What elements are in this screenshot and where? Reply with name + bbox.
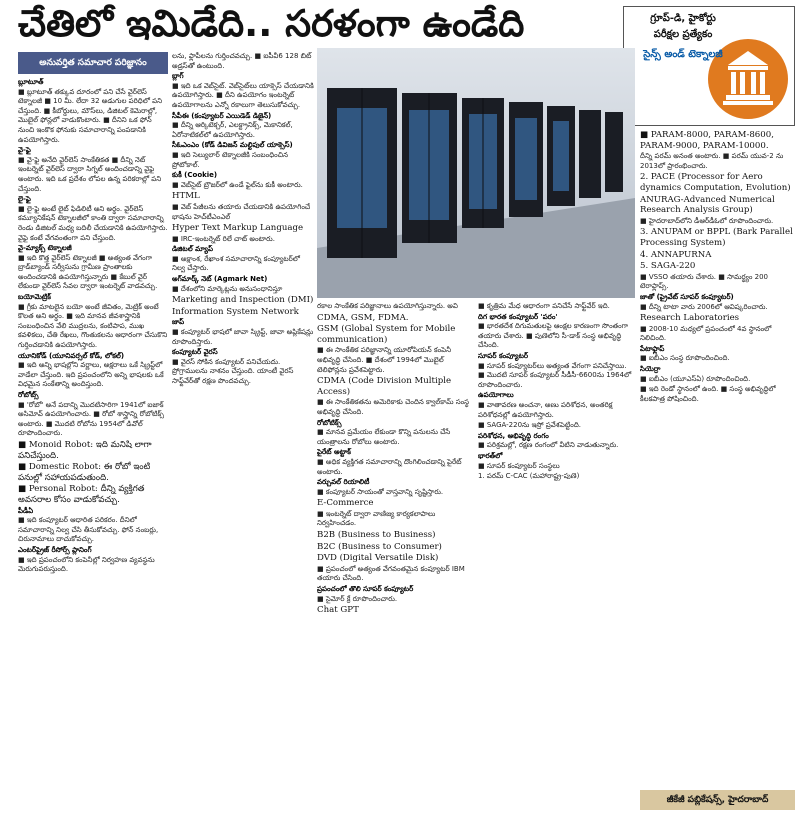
body-text: ■ ఇది సెల్యులార్‌ టెక్నాలజీకి సంబంధించిన ప్రోటోకాల్‌. <box>172 150 288 169</box>
english-term: B2B (Business to Business) <box>317 530 436 541</box>
paragraph <box>640 325 795 344</box>
paragraph <box>478 452 633 471</box>
paragraph <box>172 307 314 318</box>
paragraph <box>640 130 795 151</box>
paragraph <box>317 302 473 312</box>
body-text: ■ లై-ఫై అంటే లైట్‌ ఫిడిలిటీ అని అర్థం. వైర్‌లెస్‌ కమ్యూనికేషన్‌ టెక్నాలజీలో కాంతి ద్వారా సమాచారాన్ని రెండు డిజిటల్‌ మధ్య బదిలీ చేయడానికి ఉపయోగిస్తారు. వైఫై కంటే వేగవంతంగా పని చేస్తుంది. <box>18 204 168 242</box>
body-text: ■ గ్రీకు మాటలైన బయో అంటే జీవితం, మెట్రిక్‌ అంటే కొలత అని అర్థం. ■ ఇది మానవ జీవశాస్త్రానికి సంబంధించిన వేలి ముద్రలను, కంటిపాప, ముఖ కవళికలు, చేతి రేఖలు, గొంతుకలను ఆధారంగా చేసుకొని గుర్తించడానికి ఉపయోగిస్తారు. <box>18 302 168 350</box>
body-text: ■ సైమోర్‌ క్రే రూపొందించారు. <box>317 594 398 603</box>
body-text: ■ 'రోబో' అనే పదాన్ని మొదటిసారిగా 1941లో ఐజాక్‌ అసిమోవ్‌ ఉపయోగించారు. ■ రోబో శాస్త్రాన్ని రోబోటిక్స్‌ అంటారు. ■ మొదటి రోబోను 1954లో డివోల్‌ రూపొందించారు. <box>18 400 164 438</box>
subheading: పీడీఏ <box>18 506 34 515</box>
body-text: ■ కంప్యూటర్‌ సాయంతో వాస్తవాన్ని సృష్టిస్తారు. <box>317 487 444 496</box>
body-text: ■ దీన్ని టాటా వారు 2006లో ఆవిష్కరించారు. <box>640 302 768 311</box>
paragraph <box>172 235 314 245</box>
subheading: అగ్‌మార్క్‌ నెట్‌ (Agmark Net) <box>172 275 268 284</box>
subheading: ఎంటర్‌ప్రైజ్‌ రీసోర్స్‌ ప్లానింగ్‌ <box>18 545 92 554</box>
paragraph <box>172 245 314 274</box>
paragraph <box>640 273 795 292</box>
body-text: ■ IRC-ఇంటర్నెట్‌ రిలే చాట్‌ అంటారు. <box>172 234 275 243</box>
paragraph <box>317 498 473 509</box>
paragraph <box>478 302 633 312</box>
paragraph <box>172 191 314 202</box>
paragraph <box>317 510 473 529</box>
subheading: పరిశోధన, అభివృద్ధి రంగం <box>478 431 549 440</box>
body-text: ■ ప్రపంచంలో అత్యంత వేగవంతమైన కంప్యూటర్‌ IBM తయారు చేసింది. <box>317 564 465 583</box>
body-text: ■ వై-ఫై అనేది వైర్‌లెస్‌ సాంకేతికత ■ దీన్ని నెట్‌ ఇంటర్నెట్‌ వైర్‌లెస్‌ ద్వారా సిగ్నల్‌ అందించడాన్ని వైఫై అంటారు. ఇది ఒక ప్రదేశం లోపల ఉన్న పరికరాల్లో పని చేస్తుంది. <box>18 155 162 193</box>
paragraph <box>640 313 795 324</box>
english-term: 4. ANNAPURNA <box>640 249 712 260</box>
paragraph <box>317 553 473 564</box>
column-4 <box>478 302 633 808</box>
paragraph <box>478 421 633 431</box>
subheading: లై-ఫై <box>18 195 31 204</box>
paragraph <box>172 203 314 222</box>
body-text: ■ VSSO తయారు చేశారు. ■ సామర్థ్యం 200 టెరాఫ్లాప్స్‌. <box>640 272 768 291</box>
paragraph <box>640 293 795 312</box>
badge-line-3: సైన్స్‌ అండ్‌ టెక్నాలజీ <box>643 49 723 60</box>
subheading: బ్లూటూత్‌ <box>18 78 44 86</box>
paragraph <box>640 172 795 193</box>
body-text: ■ దీన్ని ఆర్కిటెక్చర్‌, ఎలక్ట్రానిక్స్‌, మెకానికల్‌, ఏరోనాటికల్‌లో ఉపయోగిస్తారు. <box>172 121 293 139</box>
body-text: ■ వైరస్‌ సోకిన కంప్యూటర్‌ పనిచేయదు. ప్రోగ్రాములను నాశనం చేస్తుంది. యాంటీ వైరస్‌ సాఫ్ట్‌వేర్‌తో రక్షణ పొందవచ్చు. <box>172 357 294 385</box>
column-2 <box>172 52 314 808</box>
paragraph <box>172 295 314 306</box>
paragraph <box>640 345 795 364</box>
paragraph <box>172 318 314 347</box>
body-text: ■ సూపర్‌ కంప్యూటర్‌ సంస్థలు <box>478 461 560 470</box>
paragraph <box>640 250 795 261</box>
paragraph <box>478 472 633 482</box>
body-text: ■ కృత్రిమ మేధ ఆధారంగా పనిచేసే సాఫ్ట్‌వేర్‌ ఇది. <box>478 302 610 310</box>
body-text: ■ వెబ్‌సైట్‌ బ్రౌజర్‌లో ఉండే ఫైల్‌ను కుకీ అంటారు. <box>172 180 303 189</box>
english-term: Marketing and Inspection (DMI) <box>172 295 314 306</box>
english-term: Information System Network <box>172 306 299 317</box>
paragraph <box>172 112 314 141</box>
paragraph <box>172 171 314 190</box>
paragraph <box>18 546 168 575</box>
paragraph <box>18 440 168 461</box>
body-text: ■ అక్షాంశ, రేఖాంశ సమాచారాన్ని కంప్యూటర్‌లో నిల్వ చేస్తారు. <box>172 254 301 273</box>
body-text: ■ సూపర్‌ కంప్యూటర్‌లు అత్యంత వేగంగా పనిచేస్తాయి. ■ మొదటి సూపర్‌ కంప్యూటర్‌ సీడీసీ-6600ను 1964లో రూపొందించారు. <box>478 361 632 389</box>
paragraph <box>640 152 795 171</box>
paragraph <box>317 398 473 417</box>
subheading: సీపీఈ (కంప్యూటర్‌ ఎయిడెడ్‌ డిజైన్‌) <box>172 111 272 120</box>
badge-line-1: గ్రూప్‌-డి, హైకోర్టు <box>650 13 716 24</box>
subheading: జాతో (ప్రైవేట్‌ సూపర్‌ కంప్యూటర్‌) <box>640 292 734 301</box>
english-term: 2. PACE (Processor for Aero dynamics Computation, Evolution) <box>640 172 791 193</box>
body-text: ■ అధిక వ్యక్తిగత సమాచారాన్ని దొంగిలించడాన్ని పైరేట్‌ అంటారు. <box>317 457 462 476</box>
body-text: దీన్ని పరమ్‌ అనంత అంటారు. ■ పరమ్‌ యువ-2 ను 2013లో ప్రారంభించారు. <box>640 152 784 170</box>
paragraph <box>317 313 473 324</box>
paragraph <box>478 313 633 351</box>
column-5 <box>640 130 795 785</box>
body-text: ■ మానవ ప్రమేయం లేకుండా కొన్ని పనులను చేసే యంత్రాలను రోబోలు అంటారు. <box>317 428 451 446</box>
english-term: HTML <box>172 191 200 202</box>
subheading: సియెర్రా <box>640 365 661 374</box>
subheading: రోబోటిక్స్‌ <box>317 418 342 427</box>
subheading: కంప్యూటర్‌ వైరస్‌ <box>172 348 218 357</box>
headline: చేతిలో ఇమిడేది.. సరళంగా ఉండేది <box>18 2 525 45</box>
subheading: డిజిటల్‌ మ్యాప్‌ <box>172 245 213 254</box>
body-text: ■ బ్లూటూత్‌ తక్కువ దూరంలో పని చేసే వైర్‌లెస్‌ టెక్నాలజీ ■ 10 మీ. లేదా 32 అడుగుల పరిధిలో పని చేస్తుంది. ■ కీబోర్డులు, మౌస్‌లు, డిజిటల్‌ కెమెరాల్లో, మొబైల్‌ ఫోన్లలో వాడుకొంటారు. ■ దీనిని ఒక ఫోన్‌ నుంచి ఇంకొక ఫోనుకు సమాచారాన్ని పంపడానికి ఉపయోగిస్తారు. <box>18 87 163 144</box>
paragraph <box>640 365 795 384</box>
subheading: బయోమెట్రిక్‌ <box>18 293 51 302</box>
paragraph <box>317 585 473 604</box>
english-term: Research Laboratories <box>640 313 740 324</box>
paragraph <box>640 385 795 404</box>
body-text: ■ 2008-10 మధ్యలో ప్రపంచంలో 4వ స్థానంలో నిలిచింది. <box>640 324 772 343</box>
body-text: ■ ఇది రెండో స్థానంలో ఉంది. ■ సంస్థ అభివృద్ధిలో కీలకపాత్ర పోషించింది. <box>640 385 776 403</box>
english-term: 5. SAGA-220 <box>640 261 696 272</box>
paragraph <box>172 141 314 170</box>
body-text: 1. పరమ్‌ C-CAC (మహారాష్ట్ర-పుణె) <box>478 472 580 481</box>
english-term: CDMA (Code Division Multiple Access) <box>317 376 452 397</box>
paragraph <box>18 484 168 505</box>
paragraph <box>317 324 473 345</box>
subheading: బ్లాగ్‌ <box>172 72 184 81</box>
subheading: భారత్‌లో <box>478 451 503 460</box>
english-term: ■ Personal Robot: దీన్ని వ్యక్తిగత అవసరాల కోసం వాడుకోవచ్చు. <box>18 484 145 505</box>
paragraph <box>640 227 795 248</box>
body-text: ■ SAGA-220ను ఇస్రో ప్రవేశపెట్టింది. <box>478 421 582 430</box>
subheading: సీఓఎంఎం (కోడ్‌ డివిజన్‌ మల్టిపుల్‌ యాక్సెస్‌) <box>172 141 293 150</box>
paragraph <box>18 195 168 243</box>
subheading: వై-మ్యాక్స్‌ టెక్నాలజీ <box>18 244 72 253</box>
body-text: ■ ఇది ఒక వెబ్‌సైట్‌. వెబ్‌సైట్‌లు యాక్సెస్‌ చేయడానికి ఉపయోగిస్తారు. ■ దీని ఉపయోగం ఇంటర్నెట్‌ ఉపయోగాలను ఎన్నో రకాలుగా తెలుసుకోవచ్చు. <box>172 81 314 109</box>
paragraph <box>317 376 473 397</box>
body-text: ■ హైదరాబాద్‌లోని డీఆర్‌డీఓలో రూపొందించారు. <box>640 216 774 225</box>
body-text: ■ ఐబీఎం సంస్థ రూపొందించింది. <box>640 354 730 363</box>
subheading: సూపర్‌ కంప్యూటర్‌ <box>478 351 529 360</box>
paragraph <box>478 432 633 451</box>
body-text: ■ భారతదేశ దిగుమతులపై ఆంక్షల కారణంగా సొంతంగా తయారు చేశారు. ■ పుణెలోని సీ-డాక్‌ సంస్థ అభివృద్ధి చేసింది. <box>478 322 629 350</box>
paragraph <box>172 72 314 110</box>
body-text: రకాల సాంకేతిక పరిజ్ఞానాలు ఉపయోగిస్తున్నారు. అవి <box>317 302 458 310</box>
paragraph <box>640 261 795 272</box>
paragraph <box>317 448 473 477</box>
body-text: ■ ఇది కంప్యూటర్‌ ఆధారిత పరికరం. దీనిలో సమాచారాన్ని నిల్వ చేసి తీసుకోవచ్చు. ఫోన్‌ నంబర్లు, చిరునామాలు దాచుకోవచ్చు. <box>18 516 159 544</box>
body-text: ■ ఈ సాంకేతికతను అమెరికాకు చెందిన క్వాల్‌కామ్‌ సంస్థ అభివృద్ధి చేసింది. <box>317 398 470 416</box>
paragraph <box>317 542 473 553</box>
paragraph <box>18 78 168 145</box>
body-text: ■ దేశంలోని మార్కెట్లను అనుసంధానిస్తూ <box>172 284 283 293</box>
body-text: ■ ఈ సాంకేతిక పరిజ్ఞానాన్ని యూరోపియన్‌ కంపెనీ అభివృద్ధి చేసింది. ■ దేశంలో 1994లో మొబైల్‌ టెలిఫోన్లను ప్రవేశపెట్టారు. <box>317 346 452 374</box>
paragraph <box>478 391 633 420</box>
english-term: B2C (Business to Consumer) <box>317 541 442 552</box>
subheading: పైరేట్‌ అట్టాక్‌ <box>317 448 351 457</box>
publisher-credit: జీకేజీ పబ్లికేషన్స్‌, హైదరాబాద్‌ <box>640 790 795 810</box>
english-term: GSM (Global System for Mobile communication) <box>317 324 456 345</box>
paragraph <box>18 507 168 545</box>
english-term: DVD (Digital Versatile Disk) <box>317 553 439 564</box>
paragraph <box>317 419 473 448</box>
english-term: ■ Domestic Robot: ఈ రోబో ఇంటి పనుల్లో సహాయపడుతుంది. <box>18 462 151 483</box>
paragraph <box>18 293 168 351</box>
column1-title: అనువర్తిత సమాచార పరిజ్ఞానం <box>18 52 168 74</box>
body-text: ■ కంప్యూటర్‌ భాషలో జావా స్క్రిప్ట్‌, జావా అప్లికేషన్లు రూపొందిస్తారు. <box>172 328 314 346</box>
english-term: ■ PARAM-8000, PARAM-8600, PARAM-9000, PARAM-10000. <box>640 130 774 151</box>
body-text: ■ వెబ్‌ పేజీలను తయారు చేయడానికి ఉపయోగించే భాషను హెచ్‌టీఎంఎల్‌ <box>172 202 311 221</box>
subheading: దిగ భారత కంప్యూటర్‌ 'పరం' <box>478 312 558 321</box>
body-text: ■ ఐబీఎం (యూఎస్‌ఏ) రూపొందించింది. <box>640 374 751 383</box>
subheading: ఉపయోగాలు <box>478 391 514 400</box>
paragraph <box>18 462 168 483</box>
english-term: 3. ANUPAM or BPPL (Bark Parallel Processing System) <box>640 227 793 248</box>
english-term: Chat GPT <box>317 605 359 616</box>
subheading: వై-ఫై <box>18 146 31 155</box>
english-term: ■ Monoid Robot: ఇది మనిషి లాగా పనిచేస్తుంది. <box>18 439 152 461</box>
english-term: ANURAG-Advanced Numerical Research Analysis Group) <box>640 194 775 216</box>
paragraph <box>18 244 168 292</box>
supercomputer-photo <box>317 48 635 298</box>
body-text: ■ ఇది ప్రపంచంలోని కంపెనీల్లో నిర్వహణ వ్యవస్థను మెరుగుపరుస్తుంది. <box>18 555 155 574</box>
topic-badge <box>623 6 795 126</box>
paragraph <box>172 223 314 234</box>
english-term: E-Commerce <box>317 498 374 509</box>
paragraph <box>317 565 473 584</box>
column-1 <box>18 78 168 808</box>
paragraph <box>172 52 314 71</box>
paragraph <box>18 146 168 194</box>
english-term: Hyper Text Markup Language <box>172 223 304 234</box>
body-text: ■ ఇది అన్ని భాషల్లోని వర్ణాలు, అక్షరాలు ఒకే స్క్రిప్ట్‌లో వాడేలా చేస్తుంది. ఇది ప్రపంచంలోని అన్ని భాషలకు ఒకే విధమైన సంకేతాన్ని అందిస్తుంది. <box>18 361 164 389</box>
paragraph <box>172 348 314 386</box>
subheading: రోబోట్స్‌ <box>18 391 39 399</box>
subheading: యూనికోడ్‌ (యూనివర్సల్‌ కోడ్‌, లోకల్‌) <box>18 351 125 360</box>
paragraph <box>640 195 795 216</box>
subheading: ప్రపంచంలో తొలి సూపర్‌ కంప్యూటర్‌ <box>317 585 414 594</box>
paragraph <box>317 346 473 375</box>
subheading: కుకీ (Cookie) <box>172 171 218 180</box>
paragraph <box>317 530 473 541</box>
english-term: CDMA, GSM, FDMA. <box>317 312 409 323</box>
badge-line-2: పరీక్షల ప్రత్యేకం <box>653 29 713 40</box>
subheading: జాప్‌ <box>172 318 185 327</box>
column-3 <box>317 302 473 808</box>
subheading: వర్చువల్‌ రియాలిటీ <box>317 478 370 487</box>
body-text: ■ ఇంటర్నెట్‌ ద్వారా వాణిజ్య కార్యకలాపాలు నిర్వహించడం. <box>317 509 436 528</box>
paragraph <box>317 478 473 497</box>
paragraph <box>317 605 473 616</box>
body-text: ■ ఇది కొత్త వైర్‌లెస్‌ టెక్నాలజీ ■ అత్యంత వేగంగా బ్రాడ్‌బ్యాండ్‌ సర్వీసును గ్రామీణ ప్రాంతాలకు అందించడానికి ఉపయోగిస్తున్నారు ■ కేబుల్‌ వైర్‌ లేకుండా వైర్‌లెస్‌ సేవల ద్వారా ఇంటర్నెట్‌ వాడవచ్చు. <box>18 253 158 291</box>
paragraph <box>18 352 168 390</box>
subheading: పేటాఫ్లాప్‌ <box>640 344 665 353</box>
paragraph <box>18 391 168 439</box>
paragraph <box>640 217 795 227</box>
paragraph <box>478 352 633 390</box>
body-text: ■ వాతావరణ అంచనా, అణు పరిశోధన, అంతరిక్ష పరిశోధనల్లో ఉపయోగిస్తారు. <box>478 400 613 419</box>
body-text: ■ పరిశ్రమల్లో, రక్షణ రంగంలో వీటిని వాడుతున్నారు. <box>478 441 619 450</box>
body-text: లను, ఫ్లాపీలను గుర్తించవచ్చు. ■ ఐపీవీ6 128 బిట్‌ అడ్రస్‌తో ఉంటుంది. <box>172 52 312 70</box>
paragraph <box>172 275 314 294</box>
